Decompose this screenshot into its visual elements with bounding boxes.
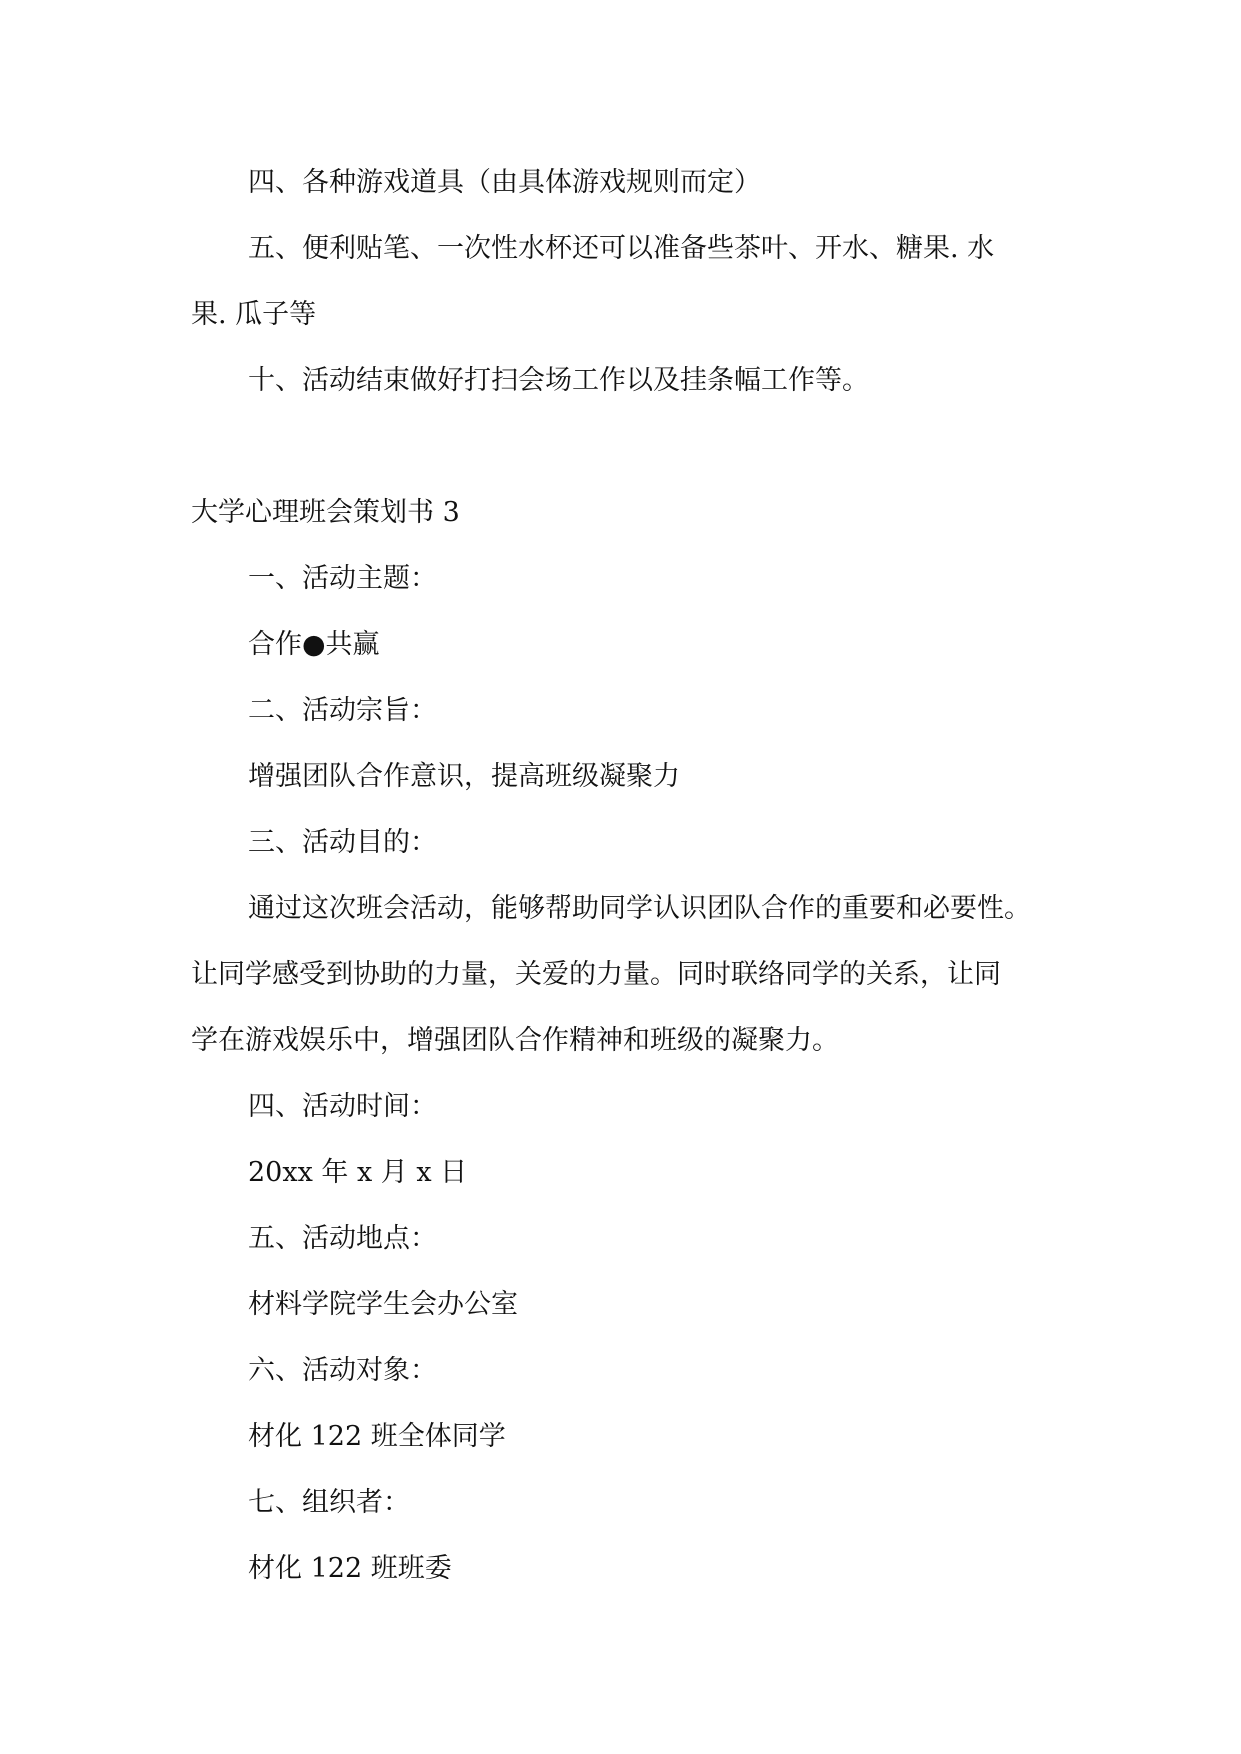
carryover-line-supplies-cont: 果. 瓜子等 xyxy=(191,299,317,330)
goal-heading: 三、活动目的： xyxy=(248,827,437,858)
theme-heading: 一、活动主题： xyxy=(248,563,437,594)
carryover-line-props: 四、各种游戏道具（由具体游戏规则而定） xyxy=(248,167,761,198)
organizer-value: 材化 122 班班委 xyxy=(248,1553,452,1584)
organizer-heading: 七、组织者： xyxy=(248,1487,410,1518)
time-value: 20xx 年 x 月 x 日 xyxy=(248,1157,468,1188)
time-heading: 四、活动时间： xyxy=(248,1091,437,1122)
theme-value: 合作●共赢 xyxy=(248,629,380,660)
target-heading: 六、活动对象： xyxy=(248,1355,437,1386)
carryover-line-supplies: 五、便利贴笔、一次性水杯还可以准备些茶叶、开水、糖果. 水 xyxy=(248,233,995,264)
carryover-line-cleanup: 十、活动结束做好打扫会场工作以及挂条幅工作等。 xyxy=(248,365,869,396)
place-value: 材料学院学生会办公室 xyxy=(248,1289,518,1320)
goal-paragraph-line: 让同学感受到协助的力量，关爱的力量。同时联络同学的关系，让同 xyxy=(191,959,1001,990)
goal-paragraph-line: 学在游戏娱乐中，增强团队合作精神和班级的凝聚力。 xyxy=(191,1025,839,1056)
purpose-heading: 二、活动宗旨： xyxy=(248,695,437,726)
target-value: 材化 122 班全体同学 xyxy=(248,1421,506,1452)
purpose-value: 增强团队合作意识，提高班级凝聚力 xyxy=(248,761,680,792)
goal-paragraph-line: 通过这次班会活动，能够帮助同学认识团队合作的重要和必要性。 xyxy=(248,893,1031,924)
place-heading: 五、活动地点： xyxy=(248,1223,437,1254)
section-title: 大学心理班会策划书 3 xyxy=(191,497,460,528)
